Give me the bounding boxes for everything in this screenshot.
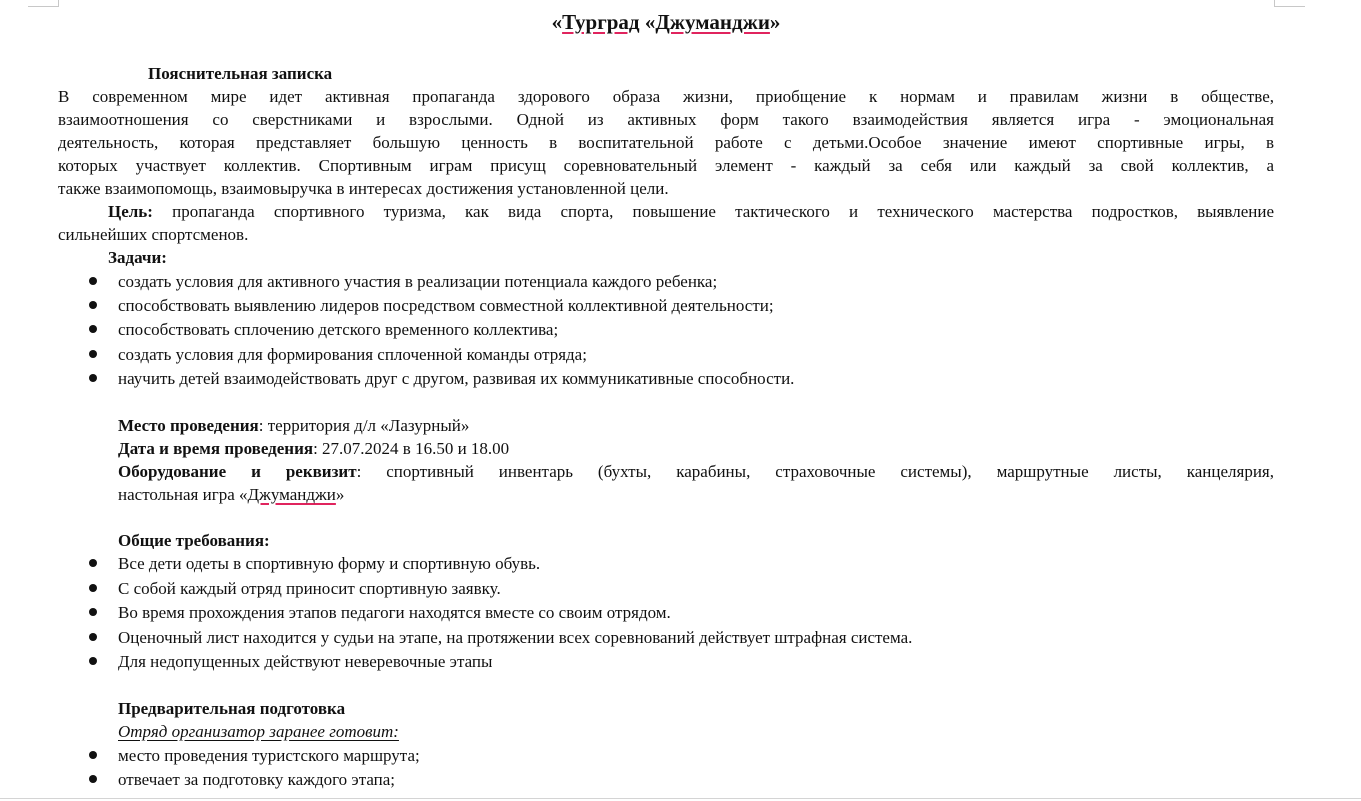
requirements-label: Общие требования: bbox=[118, 531, 270, 550]
bullet-icon bbox=[89, 350, 97, 358]
bullet-icon bbox=[89, 584, 97, 592]
intro-line: также взаимопомощь, взаимовыручка в интересах достижения установленной цели. bbox=[58, 179, 669, 198]
bullet-icon bbox=[89, 559, 97, 567]
goal-line2: сильнейших спортсменов. bbox=[58, 225, 249, 244]
equipment-line2: настольная игра «Джуманджи» bbox=[118, 485, 345, 504]
bullet-icon bbox=[89, 657, 97, 665]
list-item: отвечает за подготовку каждого этапа; bbox=[118, 770, 396, 789]
datetime-line: Дата и время проведения: 27.07.2024 в 16.50 и 18.00 bbox=[118, 439, 510, 458]
list-item: С собой каждый отряд приносит спортивную заявку. bbox=[118, 579, 501, 598]
page-corner-marker bbox=[28, 0, 59, 7]
bullet-icon bbox=[89, 374, 97, 382]
bullet-icon bbox=[89, 775, 97, 783]
list-item: способствовать сплочению детского временного коллектива; bbox=[118, 320, 559, 339]
intro-line: деятельность, которая представляет большую ценность в воспитательной работе с детьми.Особое значение имеют спортивные игры, в bbox=[58, 133, 1274, 152]
bullet-icon bbox=[89, 325, 97, 333]
intro-line: взаимоотношения со сверстниками и взрослыми. Одной из активных форм такого взаимодействия является игра - эмоциональная bbox=[58, 110, 1274, 129]
tasks-label: Задачи: bbox=[108, 248, 167, 267]
equipment-line: Оборудование и реквизит: спортивный инвентарь (бухты, карабины, страховочные системы), маршрутные листы, канцелярия, bbox=[118, 462, 1274, 481]
list-item: научить детей взаимодействовать друг с другом, развивая их коммуникативные способности. bbox=[118, 369, 795, 388]
goal-paragraph: Цель: пропаганда спортивного туризма, как вида спорта, повышение тактического и технического мастерства подростков, выявление bbox=[108, 202, 1274, 221]
list-item: способствовать выявлению лидеров посредством совместной коллективной деятельности; bbox=[118, 296, 774, 315]
document-title: «Турград «Джуманджи» bbox=[551, 10, 781, 34]
prep-label: Предварительная подготовка bbox=[118, 699, 346, 718]
note-heading: Пояснительная записка bbox=[148, 64, 333, 83]
list-item: Все дети одеты в спортивную форму и спортивную обувь. bbox=[118, 554, 541, 573]
bullet-icon bbox=[89, 277, 97, 285]
bullet-icon bbox=[89, 751, 97, 759]
venue-line: Место проведения: территория д/л «Лазурный» bbox=[118, 416, 470, 435]
bullet-icon bbox=[89, 301, 97, 309]
list-item: Оценочный лист находится у судьи на этапе, на протяжении всех соревнований действует штрафная система. bbox=[118, 628, 913, 647]
list-item: место проведения туристского маршрута; bbox=[118, 746, 420, 765]
bullet-icon bbox=[89, 608, 97, 616]
prep-subheading: Отряд организатор заранее готовит: bbox=[118, 722, 399, 741]
page-divider bbox=[0, 798, 1361, 799]
intro-line: которых участвует коллектив. Спортивным играм присущ соревновательный элемент - каждый за себя или каждый за свой коллектив, а bbox=[58, 156, 1274, 175]
page-corner-marker bbox=[1274, 0, 1305, 7]
list-item: Для недопущенных действуют неверевочные этапы bbox=[118, 652, 493, 671]
list-item: создать условия для активного участия в реализации потенциала каждого ребенка; bbox=[118, 272, 718, 291]
goal-label: Цель: bbox=[108, 202, 153, 221]
list-item: Во время прохождения этапов педагоги находятся вместе со своим отрядом. bbox=[118, 603, 671, 622]
intro-line: В современном мире идет активная пропаганда здорового образа жизни, приобщение к нормам и правилам жизни в обществе, bbox=[58, 87, 1274, 106]
list-item: создать условия для формирования сплоченной команды отряда; bbox=[118, 345, 587, 364]
bullet-icon bbox=[89, 633, 97, 641]
